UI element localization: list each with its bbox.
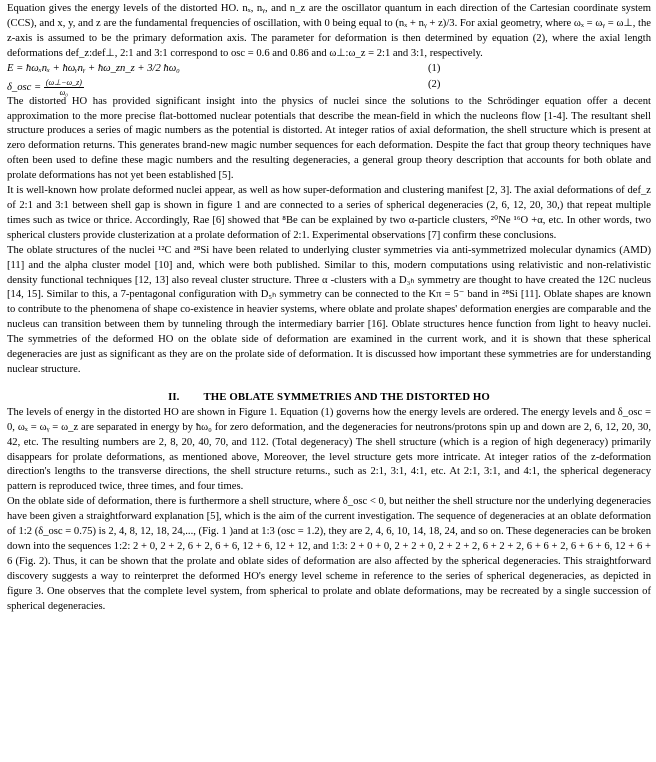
equation-2-numerator: (ω⊥−ω_z) [45,77,82,87]
equation-1 [7,62,651,78]
equation-2-lhs: δ_osc = [7,81,42,93]
equation-2 [7,78,651,95]
intro-paragraph-2: The distorted HO has provided significant insight into the physics of nuclei since the solutions to the Schrödinger equation offer a decent approximation to the more precise flat-bottomed nuclear potentials that describe the mean-field in which the nucleons flow [1-4]. The resultant shell structure produces a series of magic numbers as the potential is distorted. At integer ratios of axial deformation, the shell structure which is present at zero deformation returns. This generates brand-new magic number sequences for each deformation. Despite the fact that group theory techniques have often been used to define these magic numbers and the resulting degeneracies, a general group theory description that accounts for both oblate and prolate deformations has not yet been established [5]. [7,95,651,182]
section-number: II. [168,390,180,403]
intro-paragraph-1: Equation gives the energy levels of the distorted HO. nₓ, nᵧ, and n_z are the oscillator quantum in each direction of the Cartesian coordinate system (CCS), and x, y, and z are the fundamental frequencies of oscillation, with 0 being equal to (nₓ + nᵧ + z)/3. For axial geometry, where ωₓ = ωᵧ = ω⊥, the z-axis is assumed to be the primary deformation axis. The parameter for deformation is then determined by equation (2), where the axial length deformations def_z:def⊥, 2:1 and 3:1 correspond to osc = 0.6 and 0.86 and ω⊥:ω_z = 2:1 and 3:1, respectively. [7,3,651,59]
section-paragraph-2: On the oblate side of deformation, there is furthermore a shell structure, where δ_osc < 0, but neither the shell structure nor the underlying degeneracies have been given a straightforward explanation [5], which is the aim of the current investigation. The sequence of degeneracies at an oblate deformation of 1:2 (δ_osc = 0.75) is 2, 4, 8, 12, 18, 24,..., (Fig. 1 )and at 1:3 (osc = 1.2), they are 2, 4, 6, 10, 14, 18, 24, and so on. These degeneracies can be broken down into the sequences 1:2: 2 + 0, 2 + 2, 6 + 2, 6 + 6, 12 + 6, 12 + 12, and 1:3: 2 + 0 + 0, 2 + 2 + 0, 2 + 2 + 2, 6 + 2 + 2, 6 + 6 + 2, 6 + 6 + 6, 12 + 6 + 6 (Fig. 2). Thus, it can be shown that the prolate and oblate sides of deformation are also affected by the spherical degeneracies. This straightforward discovery suggests a way to reinterpret the deformed HO's energy level scheme in reference to the series of spherical degeneracies, as depicted in figure 3. One observes that the complete level system, from spherical to prolate and oblate deformations, may be recreated by a single succession of spherical degeneracies. [7,496,651,612]
section-heading [7,390,651,404]
intro-paragraph-3: It is well-known how prolate deformed nuclei appear, as well as how super-deformation and clustering manifest [2, 3]. The axial deformations of def_z of 2:1 and 3:1 between shell gap is shown in figure 1 and are connected to a series of spherical degeneracies (2, 6, 12, 20, 30,) that repeat multiple times such as twice or thrice. Accordingly, Rae [6] showed that ⁸Be can be explained by two α-particle clusters, ²⁰Ne ¹⁶O +α, etc. In other words, two spherical clusters provide clusterization at a prolate deformation of 2:1. Experimental observations [7] confirm these conclusions. [7,185,651,241]
equation-1-body: E = ħωₓnₓ + ħωᵧnᵧ + ħω_zn_z + 3/2 ħω₀ [7,62,180,74]
equation-2-denominator: ω₀ [59,87,69,97]
equation-2-fraction [44,78,84,97]
intro-paragraph-4: The oblate structures of the nuclei ¹²C and ²⁸Si have been related to underlying cluster symmetries via anti-symmetrized molecular dynamics (AMD) [11] and the alpha cluster model [10] and, which were both published. Similar to this, modern computations using relativistic and non-relativistic density functional techniques [12, 13] also reveal cluster structure. Three α -clusters with a D₃ₕ symmetry are thought to have created the 12C nucleus [14, 15]. Similar to this, a 7-pentagonal configuration with D₅ₕ symmetry can be connected to the Kπ = 5⁻ band in ²⁸Si [11]. Oblate shapes are known to contribute to the phenomena of shape co-existence in heavier systems, where oblate and prolate shapes' deformation energies are comparable and the nucleus can transition between them by tunneling through the intermediary barrier [16]. Oblate structures hence function from light to heavy nuclei. The symmetries of the deformed HO on the oblate side of deformation are examined in the current work, and it is shown that these spherical degeneracies are just as significant as they are on the prolate side of deformation. It is discussed how important these symmetries are for understanding nuclear structure. [7,244,651,375]
section-paragraph-1: The levels of energy in the distorted HO are shown in Figure 1. Equation (1) governs how the energy levels are ordered. The energy levels and δ_osc = 0, ωₓ = ωᵧ = ω_z are separated in energy by ħω₀ for zero deformation, and the degeneracies for neutrons/protons spin up and down are 2, 6, 12, 20, 30, 42, etc. The resulting numbers are 2, 8, 20, 40, 70, and 112. (Total degeneracy) The shell structure (which is a region of high degeneracy) primarily disappears for prolate deformations, as mentioned above, Moreover, the level structure gets more intricate. At integer ratios of the z-deformation direction's lengths to the transverse directions, the shell structure returns., such as 2:1, 3:1, 4:1, etc. At 2:1, 3:1, and 4:1, the spherical degeneracy pattern is reproduced twice, three times, and four times. [7,406,651,493]
equation-2-number: (2) [428,78,441,90]
section-title: THE OBLATE SYMMETRIES AND THE DISTORTED HO [203,390,490,403]
equation-1-number: (1) [428,62,441,74]
